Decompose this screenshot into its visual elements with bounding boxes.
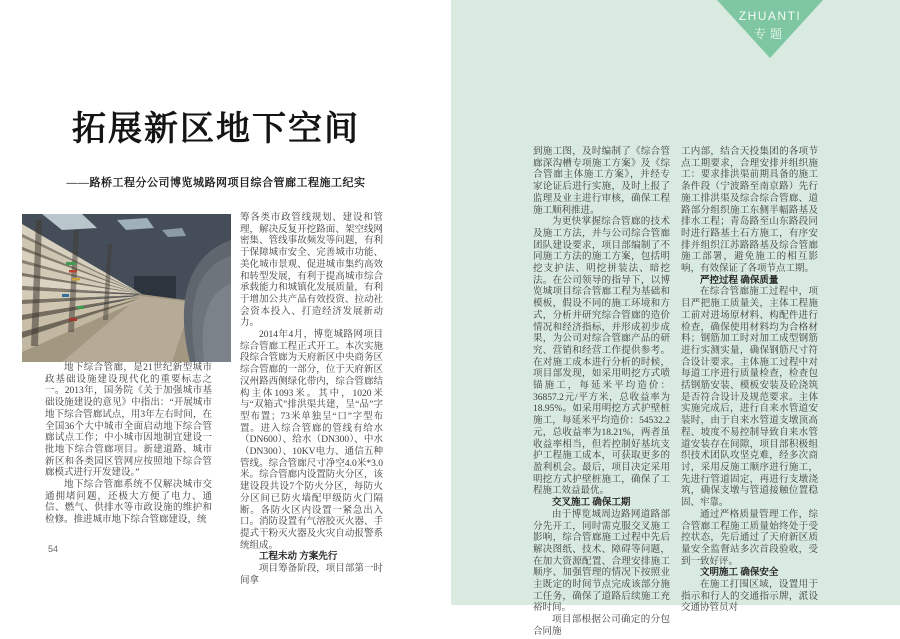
paragraph: 到施工图，及时编制了《综合管廊深沟槽专项施工方案》及《综合管廊主体施工方案》，并经专家论证后进行实施，及时上报了监理及业主进行审核，确保工程施工顺利推进。: [533, 147, 670, 216]
right-page: [451, 0, 900, 637]
section-heading: 严控过程 确保质量: [700, 275, 779, 286]
left-column-1: [45, 363, 212, 527]
banner-text: [717, 9, 823, 42]
paragraph: 项目筹备阶段，项目部第一时间拿: [240, 564, 383, 586]
paragraph: 通过严格质量管理工作，综合管廊工程施工质量始终处于受控状态，先后通过了天府新区质量安全监督站多次首段验收，受到一致好评。: [681, 509, 818, 567]
paragraph: 为更快掌握综合管廊的技术及施工方法，并与公司综合管廊团队建设要求，项目部编制了不同施工方法的施工方案，包括明挖支护法、明挖拼装法、暗挖法。在公司领导的指导下，以博览城项目综合管廊工程为基础和模板，假设不同的施工环境和方式，分析并研究综合管廊的造价情况和经济指标，并形成初步成果，为公司对综合管廊产品的研究、营销和经营工作提供参考。在对施工成本进行分析的时候，项目部发现，如采用明挖方式喷锚施工，每延米平均造价：36857.2元/平方米，总收益率为18.95%。如采用明挖方式护壁桩施工，每延米平均造价：54532.2元，总收益率为18.21%，两者虽收益率相当，但若控制好基坑支护工程施工成本，可获取更多的盈利机会。最后，项目决定采用明挖方式护壁桩施工，确保了工程施工效益最优。: [533, 217, 670, 497]
banner-label-en: ZHUANTI: [738, 9, 802, 23]
paragraph: 在综合管廊施工过程中，项目严把施工质量关，主体工程施工前对进场原材料、构配件进行检查，确保使用材料均为合格材料；钢筋加工时对加工成型钢筋进行实测实量，确保钢筋尺寸符合设计要求。主体施工过程中对每道工序进行质量检查，检查包括钢筋安装、模板安装及砼浇筑是否符合设计及规范要求。主体实施完成后，进行自来水管道安装时，由于自来水管道支墩顶高程、坡度不易控制导致自来水管道安装存在间隙，项目部积极组织技术团队攻坚克难，经多次商讨，采用反施工顺序进行施工，先进行管道固定，再进行支墩浇筑，确保支墩与管道接触位置稳固、牢靠。: [681, 287, 818, 509]
paragraph: 筹各类市政管线规划、建设和管理，解决反复开挖路面、架空线网密集、管线事故频发等问题，有利于保障城市安全、完善城市功能、美化城市景观、促进城市集约高效和转型发展，有利于提高城市综合承载能力和城镇化发展质量，有利于增加公共产品有效投资、拉动社会资本投入、打造经济发展新动力。: [240, 213, 383, 329]
article-title: 拓展新区地下空间: [72, 111, 360, 148]
tunnel-photo-illustration: [22, 214, 231, 362]
left-page: [0, 0, 451, 605]
paragraph: 工内部，结合天投集团的各项节点工期要求，合理安排并组织施工：要求排洪渠前期具备的施工条件段（宁波路至南京路）先行施工排洪渠及综合综合管廊、道路部分组织施工东侧半幅路基及排水工程；青岛路至山东路段同时进行路基土石方施工，有序安排并组织江苏路路基及综合管廊施工部署，避免施工的相互影响，有效保证了各项节点工期。: [681, 147, 818, 275]
paragraph: 由于博览城周边路网道路部分先开工，同时需克服交叉施工影响，综合管廊施工过程中先后解决图纸、技术、障碍等问题，在加大资源配置、合理安排施工顺序、加强管理的情况下按照业主既定的时间节点完成该部分施工任务，确保了道路后续施工充裕时间。: [533, 509, 670, 614]
right-column-2: [681, 147, 818, 615]
paragraph: 地下综合管廊，是21世纪新型城市政基础设施建设现代化的重要标志之一。2013年，国务院《关于加强城市基础设施建设的意见》中指出：“开展城市地下综合管廊试点，用3年左右时间，在全国36个大中城市全面启动地下综合管廊试点工作；中小城市因地制宜建设一批地下综合管廊项目。新建道路、城市新区和各类园区管网应按照地下综合管廊模式进行开发建设。”: [45, 363, 212, 479]
right-column-1: [533, 147, 670, 639]
section-heading: 交叉施工 确保工期: [552, 498, 631, 509]
tunnel-photo: [22, 214, 231, 362]
zhuanti-banner: [717, 0, 823, 60]
paragraph: 项目部根据公司确定的分包合同施: [533, 615, 670, 637]
left-column-2: [240, 213, 383, 588]
article-subtitle: ——路桥工程分公司博览城路网项目综合管廊工程施工纪实: [66, 177, 366, 189]
section-heading: 工程未动 方案先行: [259, 552, 338, 563]
paragraph: 2014年4月，博览城路网项目综合管廊工程正式开工。本次实施段综合管廊为天府新区中央商务区综合管廊的一部分，位于天府新区汉州路西侧绿化带内，综合管廊结构主体1093米。其中，1020米与“双箱式”排洪渠共建，呈“品”字型布置；73米单独呈“口”字型布置。进入综合管廊的管线有给水（DN600）、给水（DN300）、中水（DN300）、10KV电力、通信五种管线。综合管廊尺寸净空4.0米*3.0米。综合管廊内设置防火分区，该建设段共设7个防火分区，每防火分区间已防火墙配甲级防火门隔断。各防火区内设置一紧急出入口。消防设置有气溶胶灭火器、手提式干粉灭火器及火灾自动报警系统组成。: [240, 330, 383, 551]
paragraph: 在施工打围区域，设置用于指示和行人的交通指示牌，派设交通协管员对: [681, 580, 818, 614]
section-heading: 文明施工 确保安全: [700, 568, 779, 579]
banner-label-cn: 专题: [753, 27, 786, 41]
page-number: 54: [48, 544, 59, 554]
paragraph: 地下综合管廊系统不仅解决城市交通拥堵问题，还极大方便了电力、通信、燃气、供排水等市政设施的维护和检修。推进城市地下综合管廊建设，统: [45, 480, 212, 526]
